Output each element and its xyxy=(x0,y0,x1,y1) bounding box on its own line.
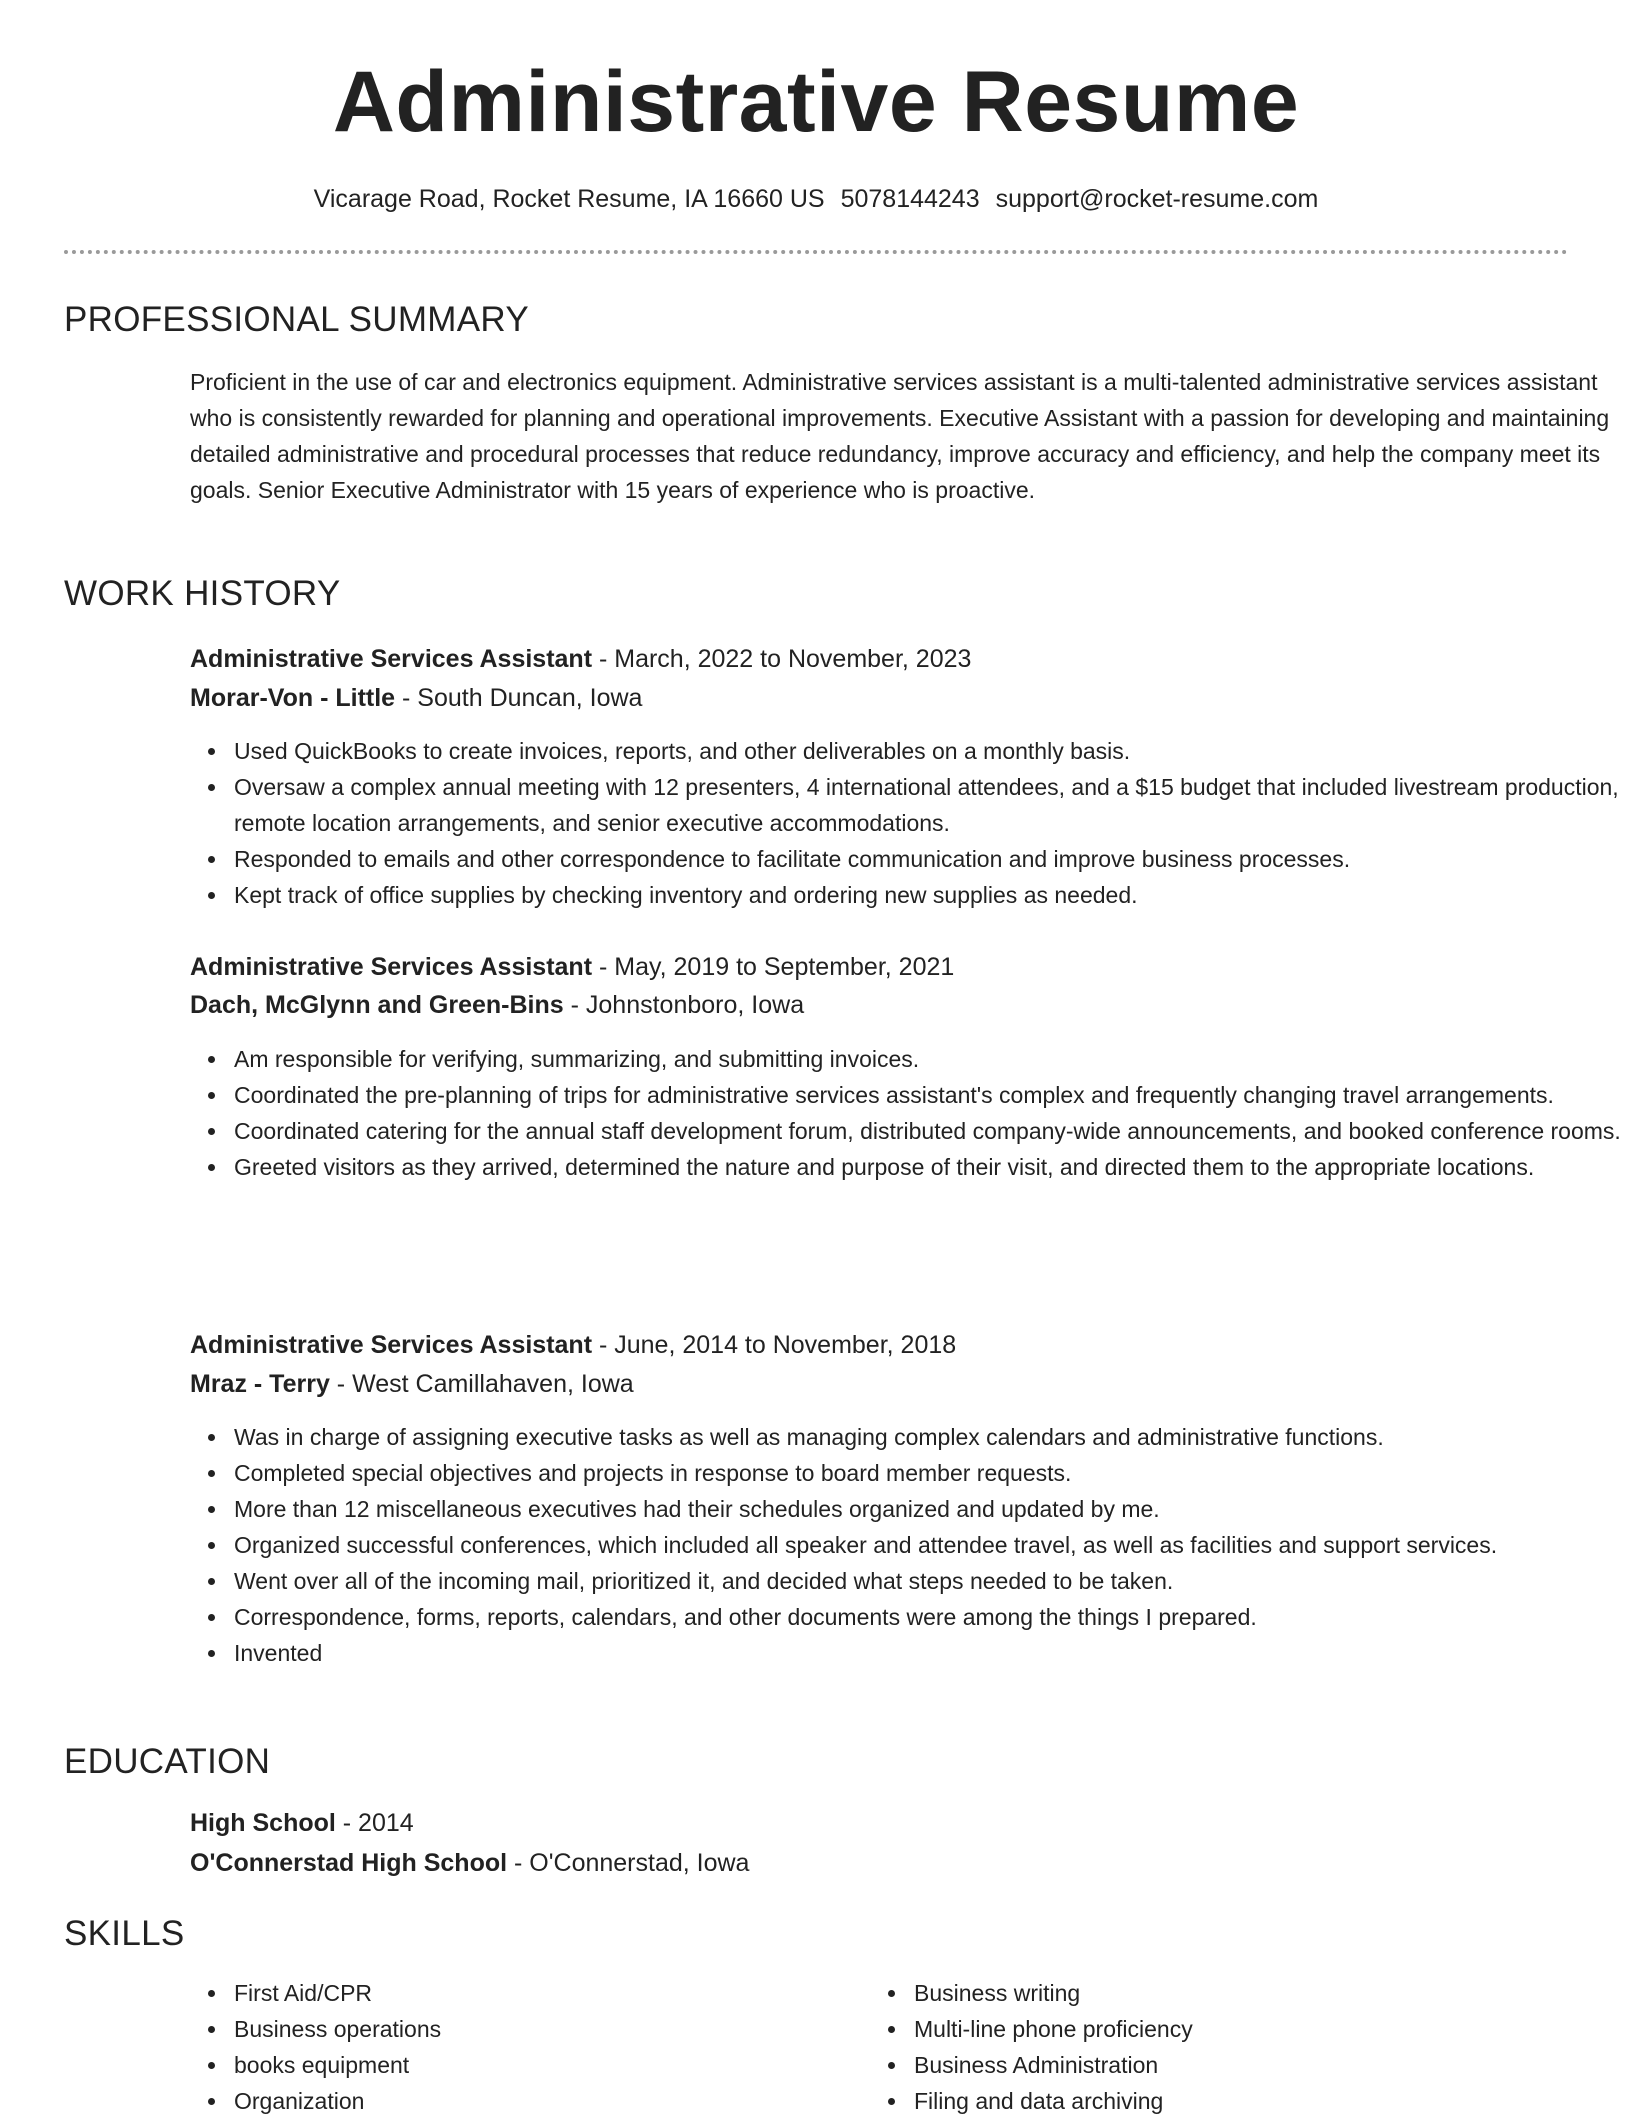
job-2-title-line xyxy=(190,949,954,985)
job-2-company: Dach, McGlynn and Green-Bins xyxy=(190,991,564,1019)
skill-item: First Aid/CPR xyxy=(234,1975,874,2011)
contact-email: support@rocket-resume.com xyxy=(995,185,1319,213)
job-1-title-line xyxy=(190,641,971,677)
header-divider xyxy=(64,250,1568,254)
job-3-company-line xyxy=(190,1366,634,1402)
skill-item: books equipment xyxy=(234,2047,874,2083)
list-item: Greeted visitors as they arrived, determined the nature and purpose of their visit, and directed them to the appropriate locations. xyxy=(234,1149,1632,1185)
job-3-role: Administrative Services Assistant xyxy=(190,1331,593,1359)
education-location: - O'Connerstad, Iowa xyxy=(507,1849,750,1877)
skill-item: Business Administration xyxy=(914,2047,1554,2083)
skill-item: Business writing xyxy=(914,1975,1554,2011)
list-item: Went over all of the incoming mail, prioritized it, and decided what steps needed to be taken. xyxy=(234,1563,1632,1599)
list-item: Oversaw a complex annual meeting with 12 presenters, 4 international attendees, and a $15 budget that included livestream production, remote location arrangements, and senior executive accommodations. xyxy=(234,769,1632,841)
list-item: Coordinated catering for the annual staff development forum, distributed company-wide announcements, and booked conference rooms. xyxy=(234,1113,1632,1149)
job-2-role: Administrative Services Assistant xyxy=(190,953,593,981)
list-item: Am responsible for verifying, summarizing, and submitting invoices. xyxy=(234,1041,1632,1077)
list-item: Responded to emails and other correspondence to facilitate communication and improve business processes. xyxy=(234,841,1632,877)
education-year: - 2014 xyxy=(335,1809,414,1837)
job-1-company: Morar-Von - Little xyxy=(190,684,396,712)
list-item: Used QuickBooks to create invoices, reports, and other deliverables on a monthly basis. xyxy=(234,733,1632,769)
contact-address: Vicarage Road, Rocket Resume, IA 16660 US xyxy=(313,185,825,213)
summary-text: Proficient in the use of car and electronics equipment. Administrative services assistant is a multi-talented administrative services assistant who is consistently rewarded for planning and operational improvements. Executive Assistant with a passion for developing and maintaining detailed administrative and procedural processes that reduce redundancy, improve accuracy and efficiency, and help the company meet its goals. Senior Executive Administrator with 15 years of experience who is proactive. xyxy=(190,369,1610,503)
list-item: Invented xyxy=(234,1635,1632,1671)
resume-title: Administrative Resume xyxy=(332,54,1300,150)
list-item: Was in charge of assigning executive tasks as well as managing complex calendars and administrative functions. xyxy=(234,1419,1632,1455)
job-3-bullets xyxy=(190,1419,1632,1671)
list-item: Organized successful conferences, which included all speaker and attendee travel, as well as facilities and support services. xyxy=(234,1527,1632,1563)
skills-list-left xyxy=(190,1975,874,2119)
job-3-company: Mraz - Terry xyxy=(190,1370,330,1398)
job-1-bullets xyxy=(190,733,1632,913)
section-title-work-history: WORK HISTORY xyxy=(64,574,341,613)
list-item: Completed special objectives and projects in response to board member requests. xyxy=(234,1455,1632,1491)
skill-item: Multi-line phone proficiency xyxy=(914,2011,1554,2047)
job-2-company-line xyxy=(190,987,804,1023)
contact-phone: 5078144243 xyxy=(840,185,980,213)
job-3-title-line xyxy=(190,1327,956,1363)
job-2-bullets xyxy=(190,1041,1632,1185)
job-2-dates: - May, 2019 to September, 2021 xyxy=(592,953,955,981)
list-item: More than 12 miscellaneous executives had their schedules organized and updated by me. xyxy=(234,1491,1632,1527)
education-degree: High School xyxy=(190,1809,336,1837)
skills-list-right xyxy=(870,1975,1554,2119)
section-title-summary: PROFESSIONAL SUMMARY xyxy=(64,300,529,339)
list-item: Coordinated the pre-planning of trips for administrative services assistant's complex and frequently changing travel arrangements. xyxy=(234,1077,1632,1113)
section-title-education: EDUCATION xyxy=(64,1742,271,1781)
job-3-dates: - June, 2014 to November, 2018 xyxy=(592,1331,957,1359)
job-1-location: - South Duncan, Iowa xyxy=(395,684,643,712)
education-degree-line xyxy=(190,1805,414,1841)
education-school-line xyxy=(190,1845,749,1881)
job-3-location: - West Camillahaven, Iowa xyxy=(329,1370,634,1398)
list-item: Kept track of office supplies by checking inventory and ordering new supplies as needed. xyxy=(234,877,1632,913)
list-item: Correspondence, forms, reports, calendars, and other documents were among the things I prepared. xyxy=(234,1599,1632,1635)
contact-info xyxy=(64,182,1568,216)
job-1-company-line xyxy=(190,680,642,716)
skill-item: Business operations xyxy=(234,2011,874,2047)
skill-item: Filing and data archiving xyxy=(914,2083,1554,2119)
job-1-dates: - March, 2022 to November, 2023 xyxy=(592,645,972,673)
education-school: O'Connerstad High School xyxy=(190,1849,508,1877)
job-2-location: - Johnstonboro, Iowa xyxy=(563,991,805,1019)
skill-item: Organization xyxy=(234,2083,874,2119)
job-1-role: Administrative Services Assistant xyxy=(190,645,593,673)
section-title-skills: SKILLS xyxy=(64,1914,185,1953)
